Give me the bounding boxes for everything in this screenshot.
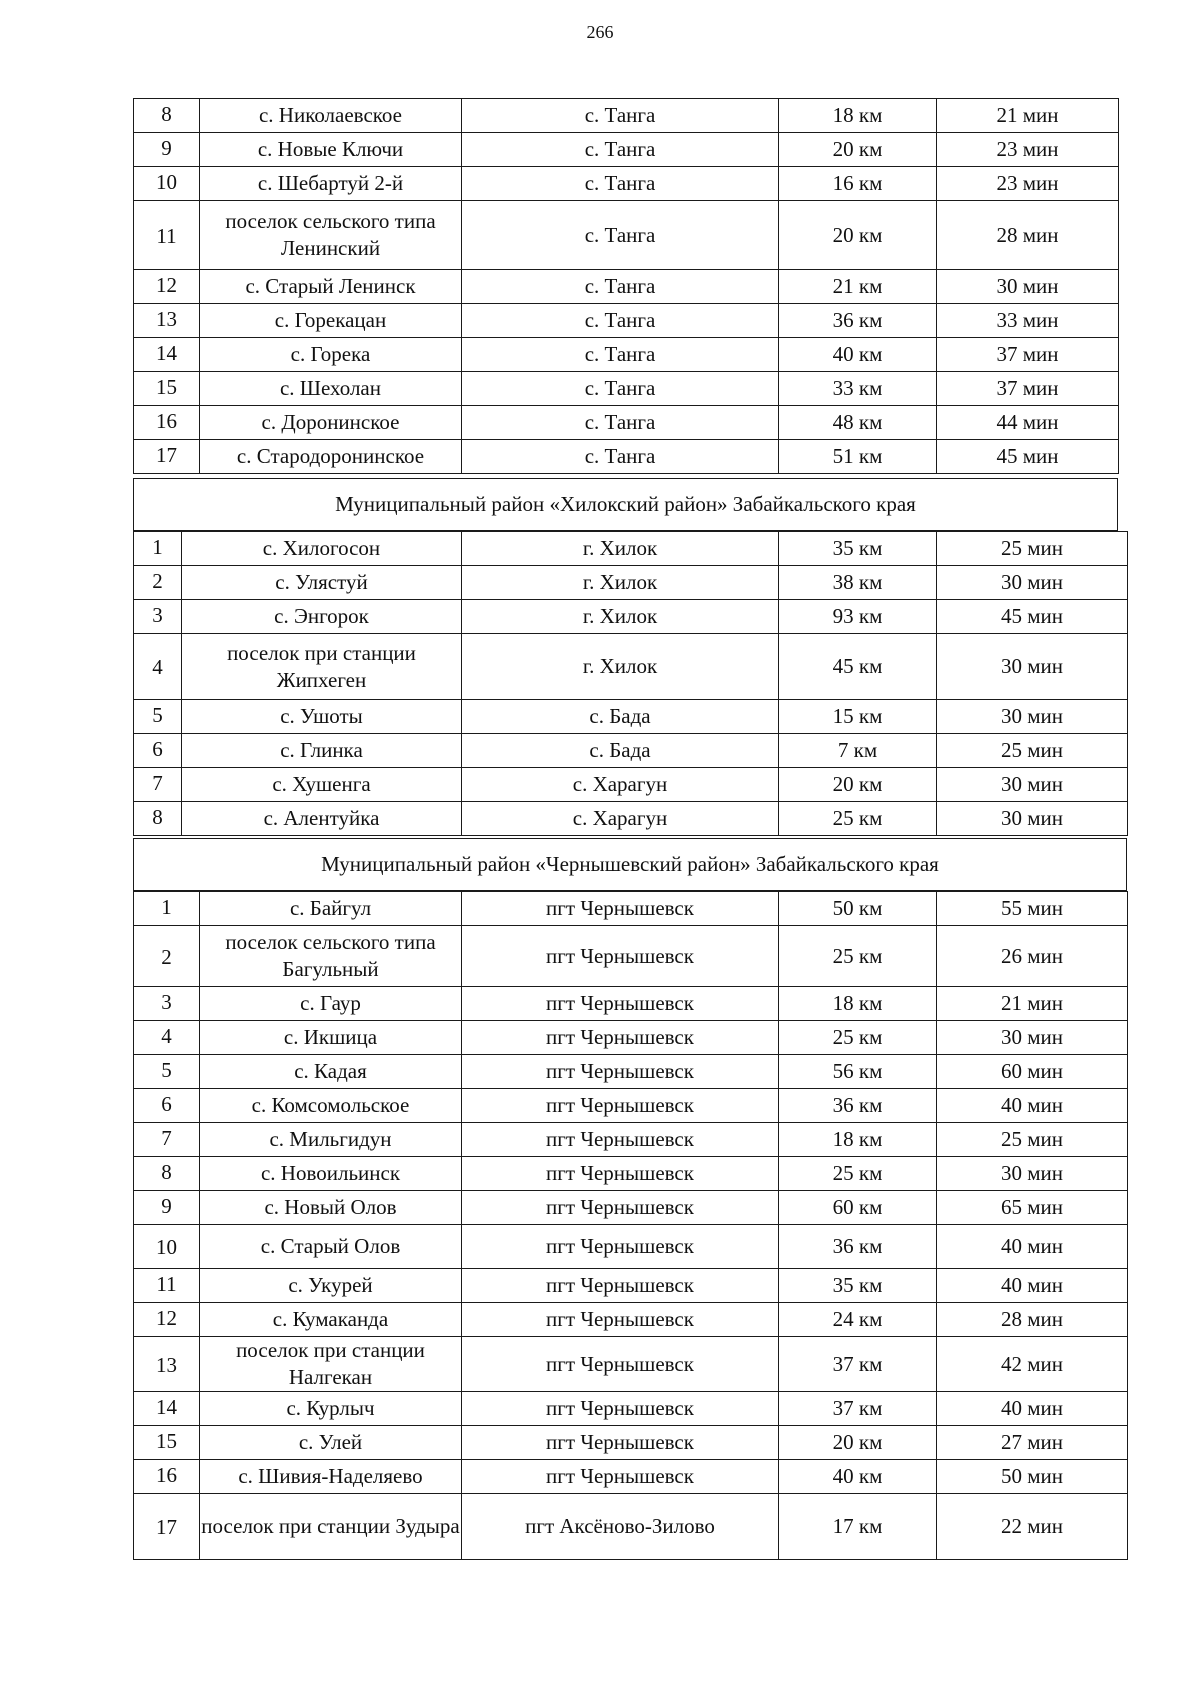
row-number: 3 (134, 987, 200, 1021)
destination-center: пгт Аксёново-Зилово (462, 1494, 779, 1560)
row-number: 6 (134, 1089, 200, 1123)
distance-value: 21 км (779, 270, 937, 304)
settlement-name: с. Хилогосон (182, 532, 462, 566)
table-row (134, 1303, 1128, 1337)
row-number: 13 (134, 304, 200, 338)
row-number: 14 (134, 1392, 200, 1426)
row-number: 10 (134, 167, 200, 201)
row-number: 17 (134, 1494, 200, 1560)
destination-center: с. Танга (462, 304, 779, 338)
travel-time-value: 40 мин (937, 1392, 1128, 1426)
destination-center: г. Хилок (462, 634, 779, 700)
settlement-name: с. Ушоты (182, 700, 462, 734)
row-number: 3 (134, 600, 182, 634)
destination-center: с. Бада (462, 700, 779, 734)
settlement-name: с. Алентуйка (182, 802, 462, 836)
table-row (134, 1089, 1128, 1123)
destination-center: пгт Чернышевск (462, 1157, 779, 1191)
destination-center: пгт Чернышевск (462, 1303, 779, 1337)
destination-center: с. Харагун (462, 802, 779, 836)
table-section-1 (133, 98, 1119, 474)
travel-time-value: 25 мин (937, 734, 1128, 768)
distance-value: 25 км (779, 1021, 937, 1055)
distance-value: 37 км (779, 1337, 937, 1392)
settlement-name: с. Икшица (200, 1021, 462, 1055)
settlement-name: поселок при станции Жипхеген (182, 634, 462, 700)
travel-time-value: 60 мин (937, 1055, 1128, 1089)
distance-value: 56 км (779, 1055, 937, 1089)
settlement-name: с. Мильгидун (200, 1123, 462, 1157)
settlement-name: с. Байгул (200, 892, 462, 926)
row-number: 7 (134, 768, 182, 802)
settlement-name: с. Укурей (200, 1269, 462, 1303)
settlement-name: с. Горека (200, 338, 462, 372)
table-row (134, 201, 1119, 270)
distance-value: 36 км (779, 1089, 937, 1123)
travel-time-value: 44 мин (937, 406, 1119, 440)
settlement-name: с. Курлыч (200, 1392, 462, 1426)
settlement-name: поселок сельского типа Багульный (200, 926, 462, 987)
travel-time-value: 23 мин (937, 133, 1119, 167)
table-row (134, 133, 1119, 167)
destination-center: с. Бада (462, 734, 779, 768)
travel-time-value: 30 мин (937, 1157, 1128, 1191)
destination-center: пгт Чернышевск (462, 926, 779, 987)
row-number: 10 (134, 1225, 200, 1269)
row-number: 5 (134, 700, 182, 734)
table-section-3 (133, 891, 1128, 1560)
settlement-name: с. Шехолан (200, 372, 462, 406)
table-row (134, 600, 1128, 634)
travel-time-value: 30 мин (937, 566, 1128, 600)
travel-time-value: 28 мин (937, 1303, 1128, 1337)
row-number: 8 (134, 1157, 200, 1191)
table-row (134, 734, 1128, 768)
row-number: 7 (134, 1123, 200, 1157)
row-number: 11 (134, 1269, 200, 1303)
distance-value: 48 км (779, 406, 937, 440)
distance-value: 17 км (779, 1494, 937, 1560)
settlement-name: с. Кумаканда (200, 1303, 462, 1337)
row-number: 9 (134, 1191, 200, 1225)
table-row (134, 1392, 1128, 1426)
destination-center: пгт Чернышевск (462, 1055, 779, 1089)
settlement-name: с. Хушенга (182, 768, 462, 802)
distance-value: 45 км (779, 634, 937, 700)
row-number: 6 (134, 734, 182, 768)
travel-time-value: 26 мин (937, 926, 1128, 987)
row-number: 12 (134, 270, 200, 304)
table-row (134, 1021, 1128, 1055)
destination-center: с. Танга (462, 167, 779, 201)
row-number: 5 (134, 1055, 200, 1089)
destination-center: г. Хилок (462, 532, 779, 566)
distance-value: 7 км (779, 734, 937, 768)
destination-center: с. Танга (462, 99, 779, 133)
destination-center: пгт Чернышевск (462, 1191, 779, 1225)
distance-value: 35 км (779, 532, 937, 566)
destination-center: пгт Чернышевск (462, 892, 779, 926)
distance-value: 25 км (779, 802, 937, 836)
row-number: 13 (134, 1337, 200, 1392)
travel-time-value: 30 мин (937, 768, 1128, 802)
table-row (134, 1123, 1128, 1157)
table-row (134, 304, 1119, 338)
table-row (134, 99, 1119, 133)
destination-center: пгт Чернышевск (462, 1460, 779, 1494)
page-number: 266 (586, 22, 614, 42)
travel-time-value: 37 мин (937, 338, 1119, 372)
row-number: 2 (134, 926, 200, 987)
row-number: 4 (134, 1021, 200, 1055)
travel-time-value: 45 мин (937, 440, 1119, 474)
travel-time-value: 30 мин (937, 270, 1119, 304)
settlement-name: с. Старый Ленинск (200, 270, 462, 304)
travel-time-value: 65 мин (937, 1191, 1128, 1225)
distance-value: 15 км (779, 700, 937, 734)
travel-time-value: 40 мин (937, 1225, 1128, 1269)
destination-center: с. Танга (462, 338, 779, 372)
distance-value: 18 км (779, 99, 937, 133)
settlement-name: с. Старый Олов (200, 1225, 462, 1269)
table-row (134, 634, 1128, 700)
table-row (134, 987, 1128, 1021)
travel-time-value: 30 мин (937, 700, 1128, 734)
destination-center: пгт Чернышевск (462, 1123, 779, 1157)
table-row (134, 440, 1119, 474)
settlement-name: с. Шебартуй 2-й (200, 167, 462, 201)
table-row (134, 1191, 1128, 1225)
travel-time-value: 37 мин (937, 372, 1119, 406)
travel-time-value: 30 мин (937, 1021, 1128, 1055)
settlement-name: с. Новый Олов (200, 1191, 462, 1225)
distance-value: 20 км (779, 133, 937, 167)
row-number: 2 (134, 566, 182, 600)
distance-value: 16 км (779, 167, 937, 201)
settlement-name: с. Улей (200, 1426, 462, 1460)
travel-time-value: 23 мин (937, 167, 1119, 201)
row-number: 8 (134, 802, 182, 836)
distance-value: 18 км (779, 987, 937, 1021)
distance-value: 20 км (779, 201, 937, 270)
table-row (134, 1055, 1128, 1089)
distance-value: 20 км (779, 1426, 937, 1460)
travel-time-value: 42 мин (937, 1337, 1128, 1392)
settlement-name: поселок сельского типа Ленинский (200, 201, 462, 270)
row-number: 9 (134, 133, 200, 167)
settlement-name: с. Горекацан (200, 304, 462, 338)
table-row (134, 1157, 1128, 1191)
distance-value: 36 км (779, 1225, 937, 1269)
table-row (134, 1426, 1128, 1460)
row-number: 4 (134, 634, 182, 700)
destination-center: г. Хилок (462, 600, 779, 634)
distance-value: 25 км (779, 1157, 937, 1191)
distance-value: 36 км (779, 304, 937, 338)
row-number: 16 (134, 406, 200, 440)
distance-value: 20 км (779, 768, 937, 802)
destination-center: с. Танга (462, 372, 779, 406)
travel-time-value: 27 мин (937, 1426, 1128, 1460)
row-number: 1 (134, 532, 182, 566)
settlement-name: с. Кадая (200, 1055, 462, 1089)
table-section-2 (133, 531, 1128, 836)
settlement-name: с. Улястуй (182, 566, 462, 600)
settlement-name: с. Новые Ключи (200, 133, 462, 167)
travel-time-value: 22 мин (937, 1494, 1128, 1560)
table-row (134, 406, 1119, 440)
distance-value: 37 км (779, 1392, 937, 1426)
destination-center: с. Танга (462, 201, 779, 270)
travel-time-value: 21 мин (937, 987, 1128, 1021)
distance-value: 50 км (779, 892, 937, 926)
destination-center: пгт Чернышевск (462, 1426, 779, 1460)
row-number: 16 (134, 1460, 200, 1494)
destination-center: г. Хилок (462, 566, 779, 600)
settlement-name: с. Доронинское (200, 406, 462, 440)
row-number: 14 (134, 338, 200, 372)
table-row (134, 566, 1128, 600)
table-row (134, 1494, 1128, 1560)
table-row (134, 1337, 1128, 1392)
row-number: 17 (134, 440, 200, 474)
table-row (134, 1460, 1128, 1494)
table-row (134, 768, 1128, 802)
settlement-name: с. Николаевское (200, 99, 462, 133)
row-number: 12 (134, 1303, 200, 1337)
travel-time-value: 30 мин (937, 802, 1128, 836)
travel-time-value: 28 мин (937, 201, 1119, 270)
table-row (134, 926, 1128, 987)
destination-center: пгт Чернышевск (462, 1021, 779, 1055)
travel-time-value: 30 мин (937, 634, 1128, 700)
travel-time-value: 55 мин (937, 892, 1128, 926)
row-number: 1 (134, 892, 200, 926)
travel-time-value: 33 мин (937, 304, 1119, 338)
destination-center: с. Танга (462, 406, 779, 440)
destination-center: пгт Чернышевск (462, 1392, 779, 1426)
travel-time-value: 21 мин (937, 99, 1119, 133)
distance-value: 25 км (779, 926, 937, 987)
distance-value: 18 км (779, 1123, 937, 1157)
settlement-name: с. Новоильинск (200, 1157, 462, 1191)
destination-center: пгт Чернышевск (462, 1269, 779, 1303)
travel-time-value: 50 мин (937, 1460, 1128, 1494)
destination-center: пгт Чернышевск (462, 987, 779, 1021)
distance-value: 60 км (779, 1191, 937, 1225)
settlement-name: с. Энгорок (182, 600, 462, 634)
distance-value: 93 км (779, 600, 937, 634)
settlement-name: поселок при станции Зудыра (200, 1494, 462, 1560)
destination-center: пгт Чернышевск (462, 1225, 779, 1269)
row-number: 15 (134, 372, 200, 406)
settlement-name: поселок при станции Налгекан (200, 1337, 462, 1392)
distance-value: 40 км (779, 1460, 937, 1494)
table-row (134, 167, 1119, 201)
destination-center: с. Танга (462, 270, 779, 304)
destination-center: с. Танга (462, 440, 779, 474)
section-heading-chernyshevsk: Муниципальный район «Чернышевский район» Забайкальского края (133, 838, 1127, 891)
table-row (134, 1225, 1128, 1269)
travel-time-value: 25 мин (937, 1123, 1128, 1157)
travel-time-value: 45 мин (937, 600, 1128, 634)
settlement-name: с. Глинка (182, 734, 462, 768)
table-row (134, 700, 1128, 734)
table-row (134, 372, 1119, 406)
distance-value: 40 км (779, 338, 937, 372)
destination-center: пгт Чернышевск (462, 1337, 779, 1392)
settlement-name: с. Комсомольское (200, 1089, 462, 1123)
settlement-name: с. Гаур (200, 987, 462, 1021)
table-row (134, 892, 1128, 926)
travel-time-value: 25 мин (937, 532, 1128, 566)
table-row (134, 270, 1119, 304)
travel-time-value: 40 мин (937, 1089, 1128, 1123)
destination-center: с. Танга (462, 133, 779, 167)
travel-time-value: 40 мин (937, 1269, 1128, 1303)
distance-value: 35 км (779, 1269, 937, 1303)
table-row (134, 532, 1128, 566)
destination-center: с. Харагун (462, 768, 779, 802)
table-row (134, 1269, 1128, 1303)
row-number: 15 (134, 1426, 200, 1460)
table-row (134, 802, 1128, 836)
distance-value: 24 км (779, 1303, 937, 1337)
section-heading-khilok: Муниципальный район «Хилокский район» Забайкальского края (133, 478, 1118, 531)
settlement-name: с. Шивия-Наделяево (200, 1460, 462, 1494)
distance-value: 33 км (779, 372, 937, 406)
distance-value: 51 км (779, 440, 937, 474)
table-row (134, 338, 1119, 372)
row-number: 11 (134, 201, 200, 270)
row-number: 8 (134, 99, 200, 133)
distance-value: 38 км (779, 566, 937, 600)
settlement-name: с. Стародоронинское (200, 440, 462, 474)
destination-center: пгт Чернышевск (462, 1089, 779, 1123)
